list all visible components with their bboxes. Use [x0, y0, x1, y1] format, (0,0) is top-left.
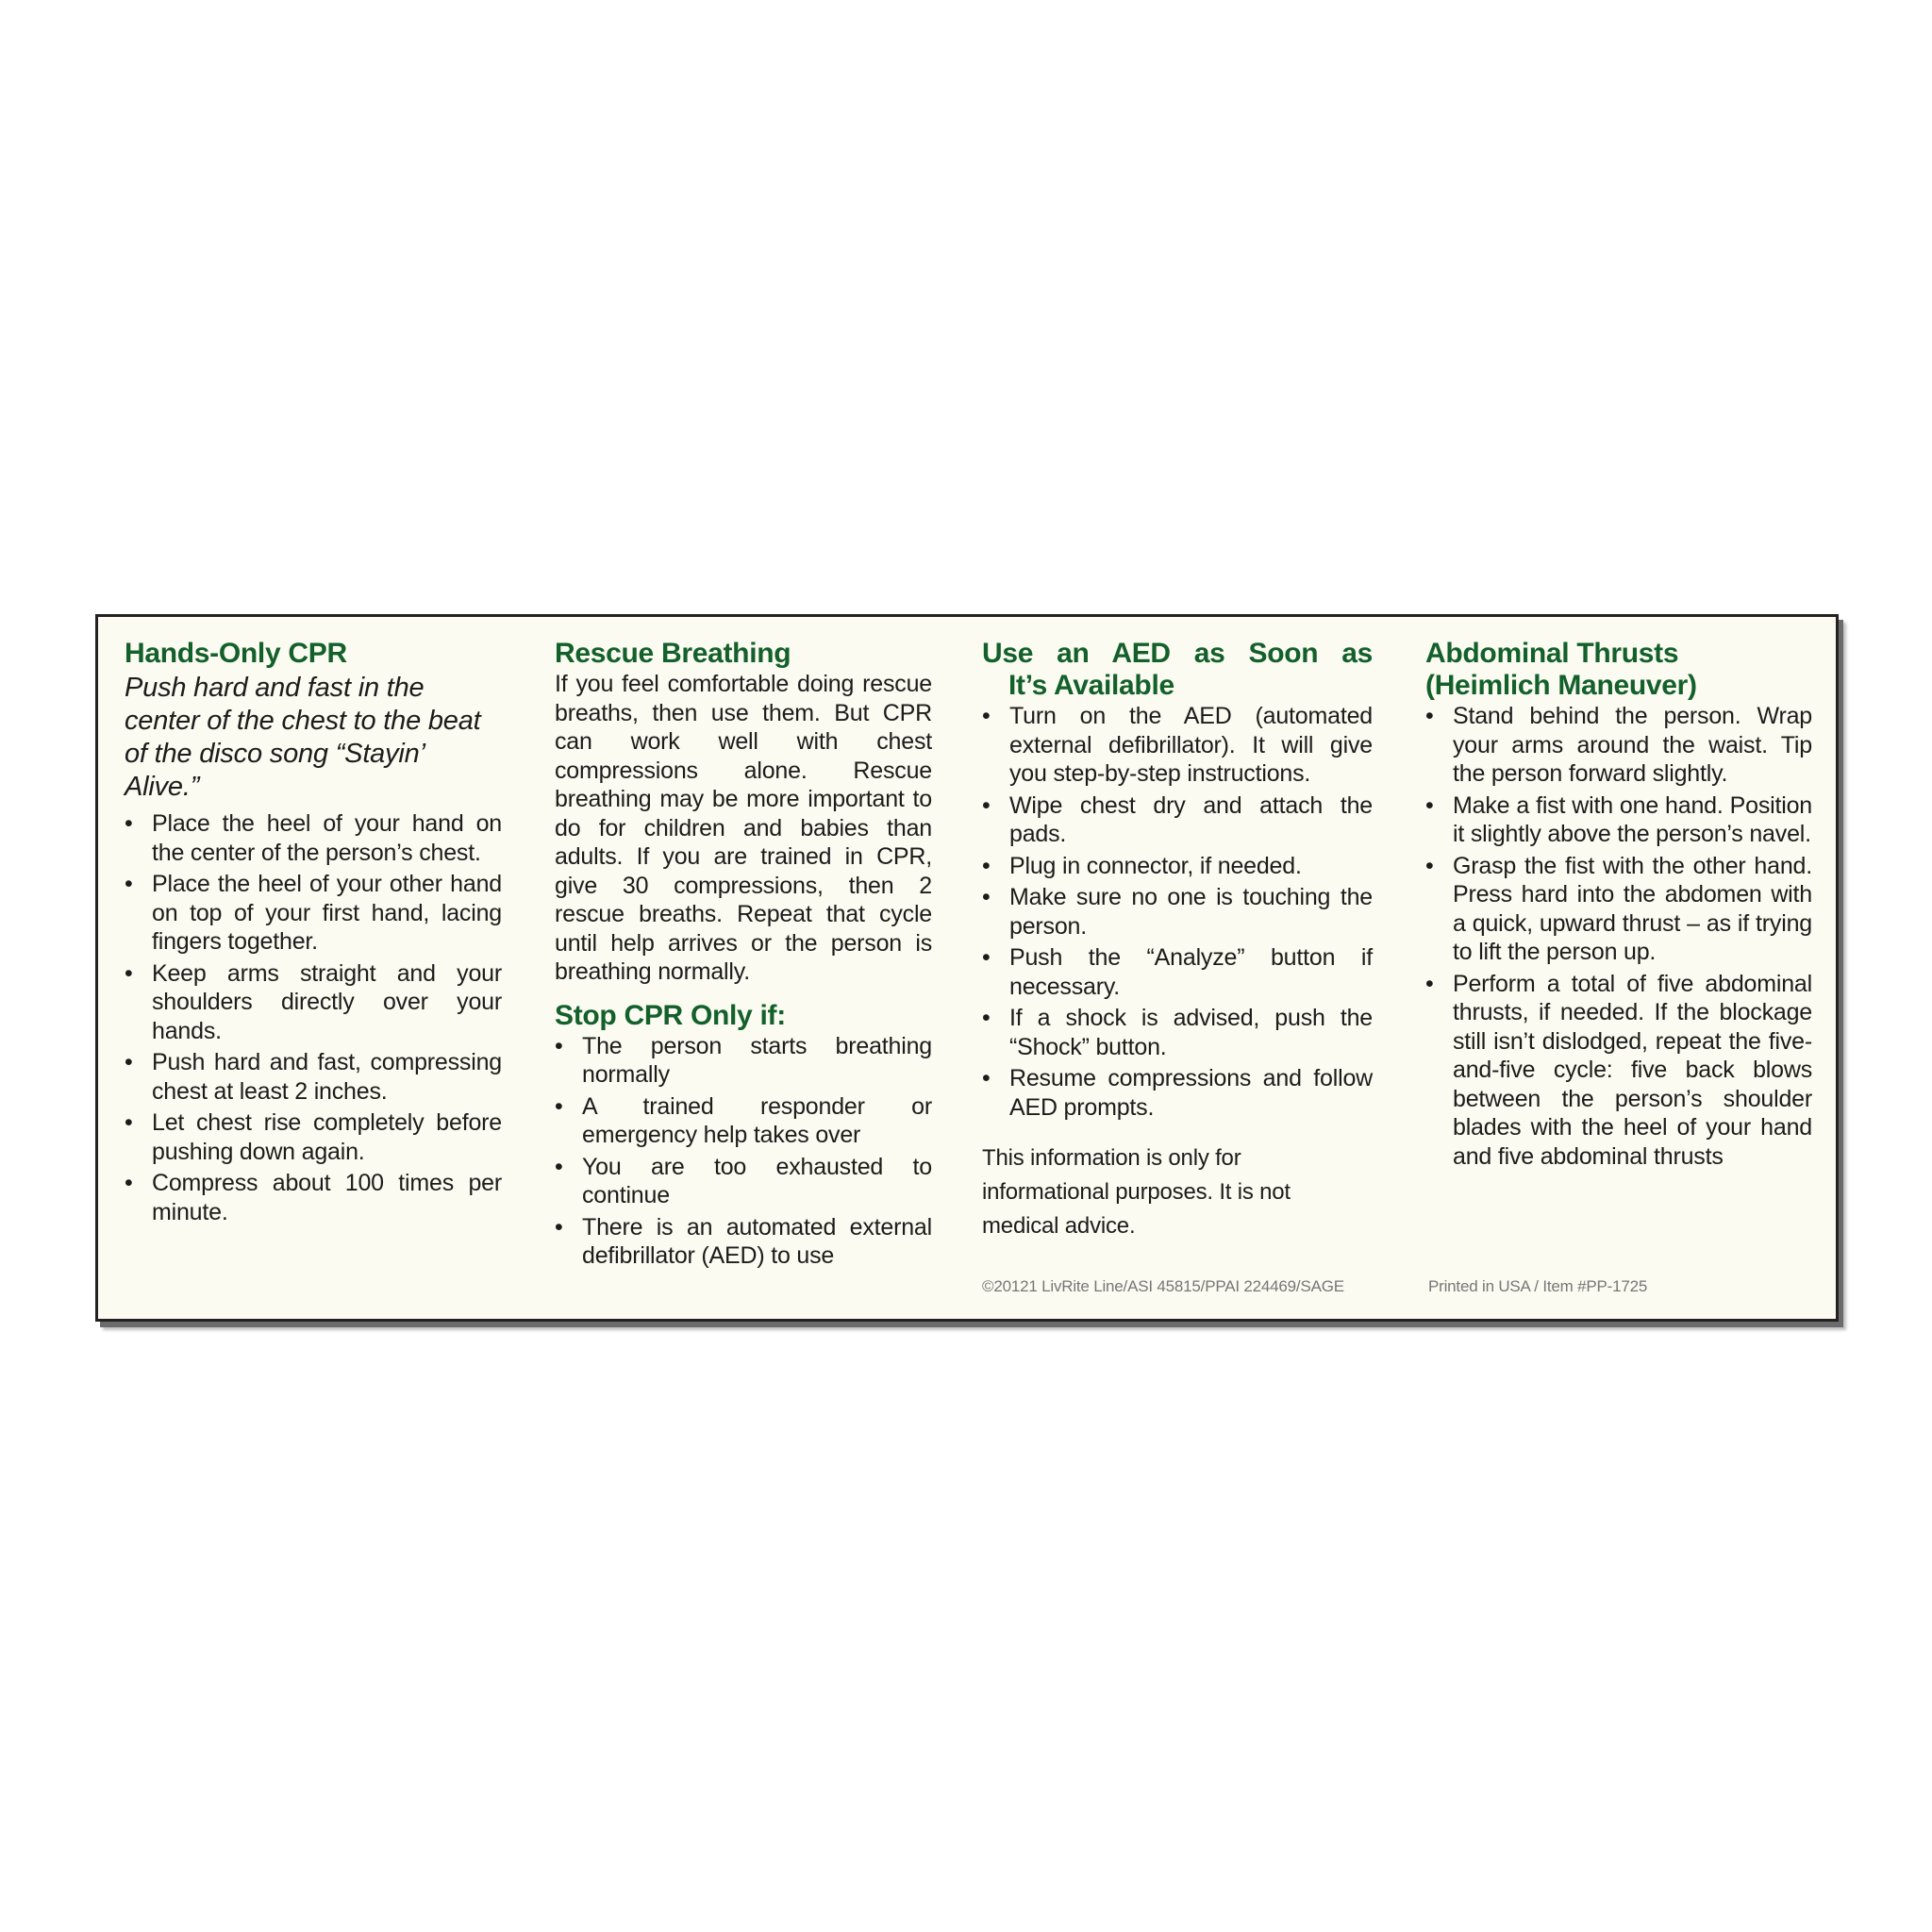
list-item: • A trained responder or emergency help takes over [555, 1092, 932, 1148]
rescue-breathing-column [555, 617, 932, 1319]
aed-heading [982, 638, 1373, 702]
bullet-icon: • [555, 1092, 563, 1120]
stop-cpr-list [555, 1032, 932, 1271]
list-item: • The person starts breathing normally [555, 1032, 932, 1088]
abdominal-heading-line1: Abdominal Thrusts [1425, 638, 1679, 669]
bullet-icon: • [125, 959, 133, 987]
list-item: • Resume compressions and follow AED prompts. [982, 1065, 1373, 1121]
bullet-icon: • [125, 1109, 133, 1136]
copyright-text: ©20121 LivRite Line/ASI 45815/PPAI 224469/SAGE [982, 1277, 1344, 1295]
list-item: • If a shock is advised, push the “Shock” button. [982, 1005, 1373, 1060]
list-item: • Plug in connector, if needed. [982, 852, 1302, 879]
abdominal-thrusts-column [1425, 617, 1812, 1319]
hands-only-cpr-column [125, 617, 502, 1319]
list-item: • Grasp the fist with the other hand. Press hard into the abdomen with a quick, upward thrust – as if trying to lift the person up. [1425, 852, 1812, 965]
bullet-icon: • [1425, 852, 1434, 879]
bullet-icon: • [982, 852, 991, 879]
list-item: • Stand behind the person. Wrap your arms around the waist. Tip the person forward slightly. [1425, 703, 1812, 787]
stop-cpr-heading: Stop CPR Only if: [555, 999, 786, 1031]
bullet-icon: • [1425, 791, 1434, 819]
list-item: • You are too exhausted to continue [555, 1153, 932, 1208]
list-item: • There is an automated external defibrillator (AED) to use [555, 1213, 932, 1269]
bullet-icon: • [982, 703, 991, 729]
hands-only-cpr-heading: Hands-Only CPR [125, 638, 347, 669]
list-item: • Place the heel of your hand on the center of the person’s chest. [125, 810, 502, 866]
aed-column [982, 617, 1373, 1319]
bullet-icon: • [125, 871, 133, 897]
bullet-icon: • [125, 1170, 133, 1196]
list-item: • Let chest rise completely before pushing down again. [125, 1109, 502, 1165]
bullet-icon: • [982, 944, 991, 971]
bullet-icon: • [1425, 703, 1434, 729]
disclaimer-text: This information is only for informational purposes. It is not medical advice. [982, 1145, 1291, 1239]
aed-heading-line1: Use an AED as Soon as [982, 638, 1373, 669]
bullet-icon: • [982, 791, 991, 819]
bullet-icon: • [555, 1032, 563, 1059]
cpr-instruction-card [95, 614, 1839, 1322]
list-item: • Place the heel of your other hand on top of your first hand, lacing fingers together. [125, 871, 502, 955]
list-item: • Turn on the AED (automated external defibrillator). It will give you step-by-step instructions. [982, 703, 1373, 787]
list-item: • Make sure no one is touching the person. [982, 884, 1373, 940]
bullet-icon: • [125, 810, 133, 837]
list-item: • Compress about 100 times per minute. [125, 1170, 502, 1225]
bullet-icon: • [982, 1065, 991, 1091]
bullet-icon: • [125, 1049, 133, 1075]
abdominal-thrusts-heading [1425, 638, 1812, 702]
list-item: • Perform a total of five abdominal thrusts, if needed. If the blockage still isn’t dislodged, repeat the five-and-five cycle: five back blows between the person’s shoulder blades with the heel of your hand and five abdominal thrusts [1425, 970, 1812, 1170]
bullet-icon: • [1425, 970, 1434, 997]
abdominal-heading-line2: (Heimlich Maneuver) [1425, 670, 1697, 701]
bullet-icon: • [555, 1153, 563, 1180]
list-item: • Make a fist with one hand. Position it slightly above the person’s navel. [1425, 791, 1812, 847]
rescue-breathing-heading: Rescue Breathing [555, 638, 791, 669]
hands-only-cpr-list [125, 809, 502, 1226]
list-item: • Push the “Analyze” button if necessary. [982, 944, 1373, 1000]
list-item: • Wipe chest dry and attach the pads. [982, 791, 1373, 847]
aed-list [982, 702, 1373, 1122]
hands-only-cpr-intro: Push hard and fast in the center of the chest to the beat of the disco song “Stayin’ Alive.” [125, 673, 481, 802]
list-item: • Keep arms straight and your shoulders directly over your hands. [125, 959, 502, 1044]
printed-in-usa-text: Printed in USA / Item #PP-1725 [1428, 1277, 1648, 1295]
abdominal-thrusts-list [1425, 702, 1812, 1171]
aed-heading-line2: It’s Available [1008, 670, 1174, 701]
bullet-icon: • [982, 884, 991, 910]
bullet-icon: • [982, 1005, 991, 1031]
bullet-icon: • [555, 1213, 563, 1241]
list-item: • Push hard and fast, compressing chest at least 2 inches. [125, 1049, 502, 1105]
rescue-breathing-body: If you feel comfortable doing rescue breaths, then use them. But CPR can work well with chest compressions alone. Rescue breathing may be more important to do for children and babies than adults. If you are trained in CPR, give 30 compressions, then 2 rescue breaths. Repeat that cycle until help arrives or the person is breathing normally. [555, 671, 932, 985]
